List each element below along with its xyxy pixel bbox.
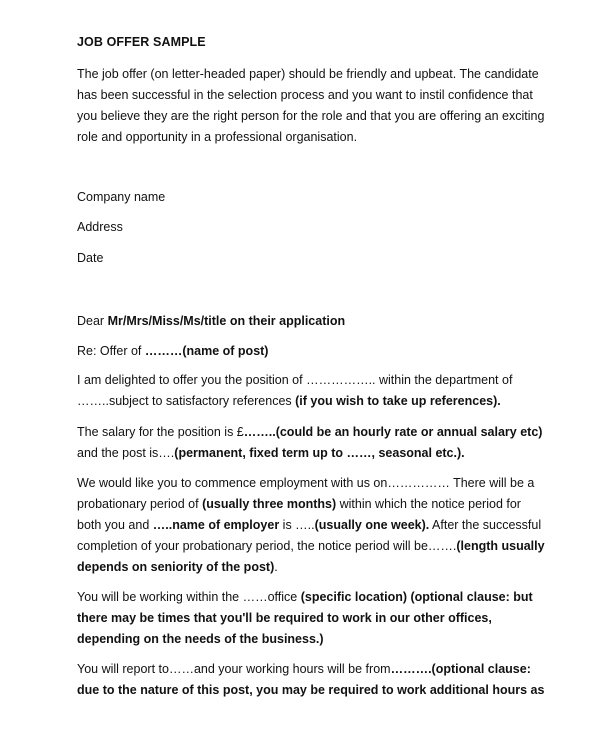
commence-line-3: [77, 515, 547, 536]
location-line-1: [77, 587, 547, 608]
location-bold: (specific location) (optional clause: but: [300, 590, 533, 604]
paragraph-commencement: [77, 473, 547, 578]
salary-line-2: [77, 443, 547, 464]
offer-line-2: [77, 391, 547, 412]
commence-line-4: [77, 536, 547, 557]
date-line: Date: [77, 251, 104, 265]
address-line: Address: [77, 220, 123, 234]
intro-paragraph: [77, 64, 547, 148]
salutation-prefix: Dear: [77, 314, 108, 328]
offer-line-1: I am delighted to offer you the position of …………….. within the department of: [77, 373, 513, 387]
paragraph-salary: [77, 422, 547, 464]
re-prefix: Re: Offer of: [77, 344, 145, 358]
paragraph-reporting: [77, 659, 547, 701]
post-text: and the post is….: [77, 446, 175, 460]
salutation: [77, 314, 345, 328]
re-post: ………(name of post): [144, 344, 269, 358]
offer-text: ……..subject to satisfactory references: [77, 394, 296, 408]
commence-bold: (length usually: [456, 539, 545, 553]
paragraph-location: [77, 587, 547, 650]
paragraph-offer: [77, 370, 547, 412]
location-bold: depending on the needs of the business.): [77, 632, 324, 646]
reporting-bold: due to the nature of this post, you may be required to work additional hours as: [77, 683, 545, 697]
commence-line-5: [77, 557, 547, 578]
reporting-text: You will report to……and your working hours will be from: [77, 662, 391, 676]
commence-bold: depends on seniority of the post): [77, 560, 275, 574]
company-name: Company name: [77, 190, 166, 204]
commence-text: is …..: [279, 518, 315, 532]
commence-text: .: [274, 560, 278, 574]
salary-bold: ……..(could be an hourly rate or annual salary etc): [243, 425, 543, 439]
commence-text: completion of your probationary period, the notice period will be…….: [77, 539, 457, 553]
commence-text: both you and: [77, 518, 153, 532]
location-bold: there may be times that you'll be required to work in our other offices,: [77, 611, 492, 625]
reporting-line-2: [77, 680, 547, 701]
location-text: You will be working within the ……office: [77, 590, 301, 604]
salary-text: The salary for the position is £: [77, 425, 244, 439]
reporting-bold: ……….(optional clause:: [390, 662, 531, 676]
document-title: JOB OFFER SAMPLE: [77, 35, 206, 49]
intro-line: The job offer (on letter-headed paper) should be friendly and upbeat. The candidate: [77, 67, 539, 81]
salary-line-1: [77, 422, 547, 443]
intro-line: you believe they are the right person for the role and that you are offering an exciting: [77, 109, 545, 123]
intro-line: role and opportunity in a professional organisation.: [77, 130, 358, 144]
commence-bold: …..name of employer: [152, 518, 280, 532]
re-line: [77, 344, 268, 358]
commence-text: within which the notice period for: [336, 497, 521, 511]
reporting-line-1: [77, 659, 547, 680]
offer-bold: (if you wish to take up references).: [295, 394, 501, 408]
commence-line-2: [77, 494, 547, 515]
commence-text: probationary period of: [77, 497, 203, 511]
location-line-3: [77, 629, 547, 650]
commence-text: After the successful: [429, 518, 542, 532]
commence-line-1: We would like you to commence employment with us on…………… There will be a: [77, 476, 535, 490]
location-line-2: [77, 608, 547, 629]
commence-bold: (usually one week).: [314, 518, 430, 532]
commence-bold: (usually three months): [202, 497, 337, 511]
intro-line: has been successful in the selection process and you want to instil confidence that: [77, 88, 533, 102]
salutation-name: Mr/Mrs/Miss/Ms/title on their application: [107, 314, 346, 328]
post-bold: (permanent, fixed term up to ……, seasonal etc.).: [174, 446, 465, 460]
